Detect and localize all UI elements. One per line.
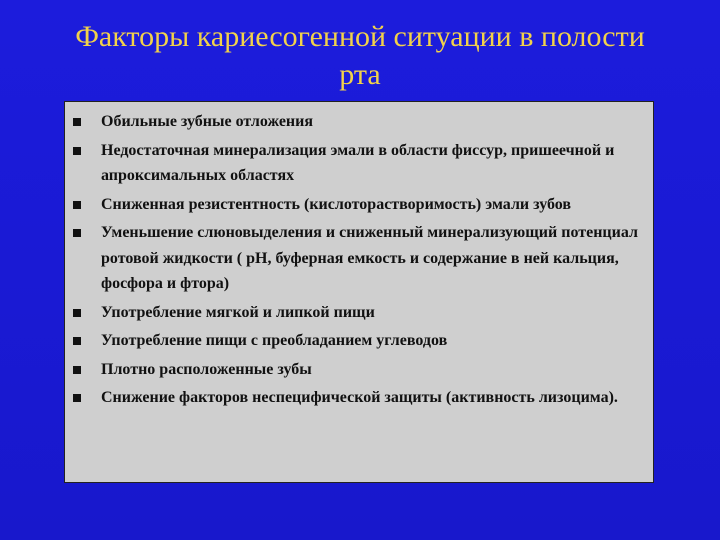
- square-bullet-icon: [73, 394, 81, 402]
- list-item: [65, 357, 653, 383]
- list-item: [65, 109, 653, 135]
- square-bullet-icon: [73, 309, 81, 317]
- list-item-text: Плотно расположенные зубы: [101, 360, 312, 378]
- list-item: [65, 385, 653, 411]
- list-item-text: Снижение факторов неспецифической защиты (активность лизоцима).: [101, 389, 618, 406]
- slide-title: Факторы кариесогенной ситуации в полости рта: [75, 20, 645, 91]
- square-bullet-icon: [73, 337, 81, 345]
- square-bullet-icon: [73, 201, 81, 209]
- list-item: [65, 300, 653, 326]
- list-item-text: Недостаточная минерализация эмали в области фиссур, пришеечной и апроксимальных областях: [101, 141, 615, 184]
- square-bullet-icon: [73, 366, 81, 374]
- square-bullet-icon: [73, 147, 81, 155]
- bullet-list: [65, 109, 653, 414]
- list-item: [65, 220, 653, 297]
- content-box: [64, 101, 654, 483]
- list-item-text: Уменьшение слюновыделения и сниженный минерализующий потенциал ротовой жидкости ( рН, буферная емкость и содержание в ней кальция, фосфора и фтора): [101, 224, 638, 292]
- list-item: [65, 192, 653, 218]
- list-item-text: Обильные зубные отложения: [101, 113, 314, 130]
- square-bullet-icon: [73, 229, 81, 237]
- list-item-text: Употребление пищи с преобладанием углеводов: [101, 332, 448, 349]
- list-item-text: Сниженная резистентность (кислоторастворимость) эмали зубов: [101, 195, 572, 213]
- square-bullet-icon: [73, 118, 81, 126]
- list-item: [65, 138, 653, 189]
- list-item: [65, 328, 653, 354]
- list-item-text: Употребление мягкой и липкой пищи: [101, 303, 375, 321]
